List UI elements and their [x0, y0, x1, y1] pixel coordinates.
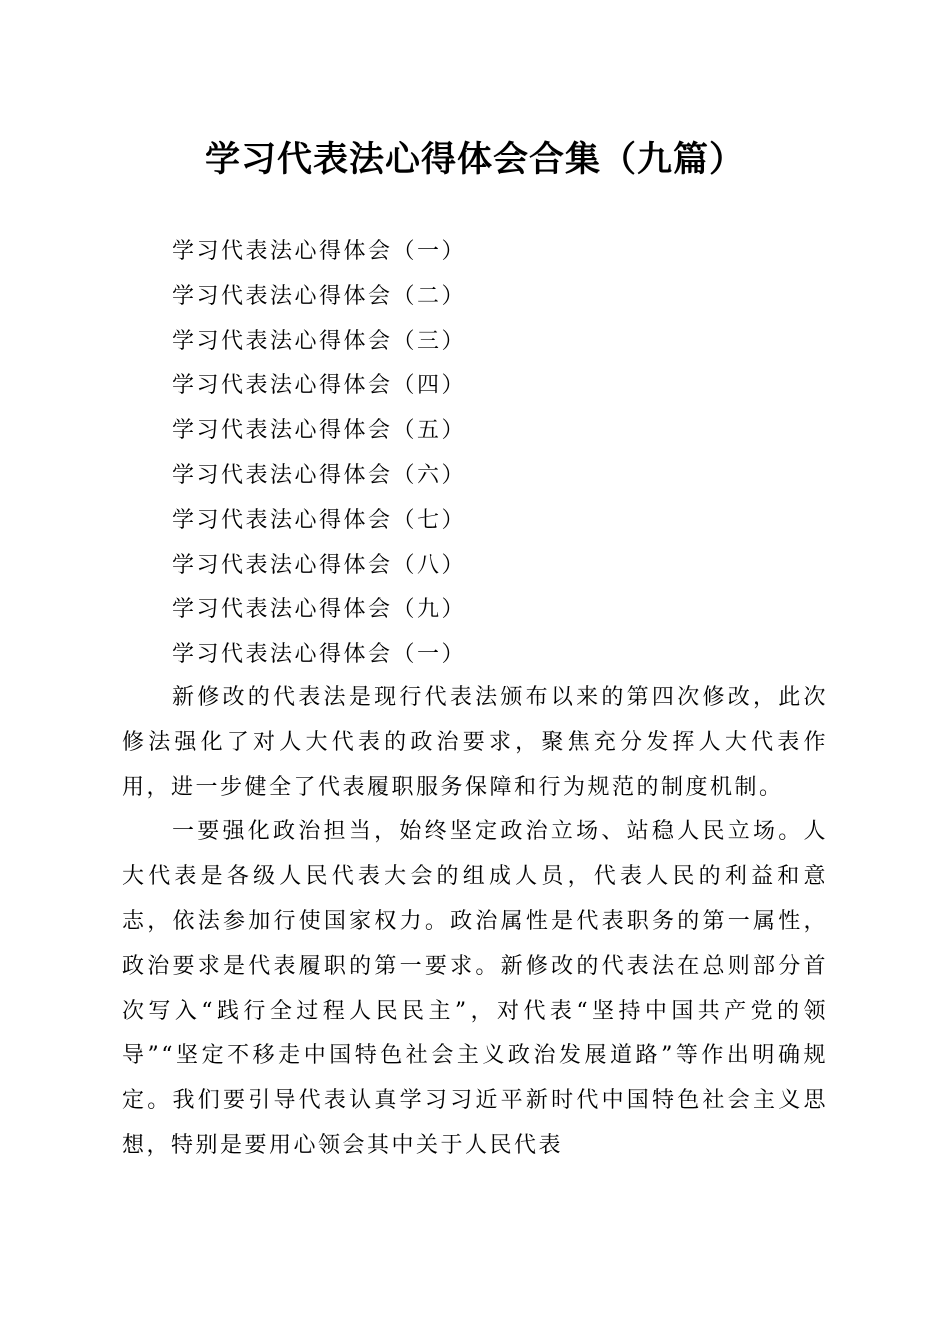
toc-item: 学习代表法心得体会（七）	[172, 507, 467, 533]
toc-item: 学习代表法心得体会（九）	[172, 597, 467, 623]
document-title: 学习代表法心得体会合集（九篇）	[204, 139, 745, 180]
toc-item: 学习代表法心得体会（四）	[172, 373, 467, 399]
toc-item: 学习代表法心得体会（五）	[172, 418, 467, 444]
paragraph: 新修改的代表法是现行代表法颁布以来的第四次修改，此次修法强化了对人大代表的政治要求，聚焦充分发挥人大代表作用，进一步健全了代表履职服务保障和行为规范的制度机制。	[122, 685, 828, 800]
toc-item: 学习代表法心得体会（三）	[172, 328, 467, 354]
section-heading: 学习代表法心得体会（一）	[172, 642, 467, 668]
table-of-contents	[172, 230, 466, 678]
toc-item: 学习代表法心得体会（六）	[172, 462, 467, 488]
body-text	[122, 676, 828, 1169]
toc-item: 学习代表法心得体会（二）	[172, 283, 467, 309]
toc-item: 学习代表法心得体会（八）	[172, 552, 467, 578]
toc-item: 学习代表法心得体会（一）	[172, 239, 467, 264]
paragraph: 一要强化政治担当，始终坚定政治立场、站稳人民立场。人大代表是各级人民代表大会的组成人员，代表人民的利益和意志，依法参加行使国家权力。政治属性是代表职务的第一属性，政治要求是代表履职的第一要求。新修改的代表法在总则部分首次写入“践行全过程人民民主”，对代表“坚持中国共产党的领导”“坚定不移走中国特色社会主义政治发展道路”等作出明确规定。我们要引导代表认真学习习近平新时代中国特色社会主义思想，特别是要用心领会其中关于人民代表	[122, 819, 828, 1158]
